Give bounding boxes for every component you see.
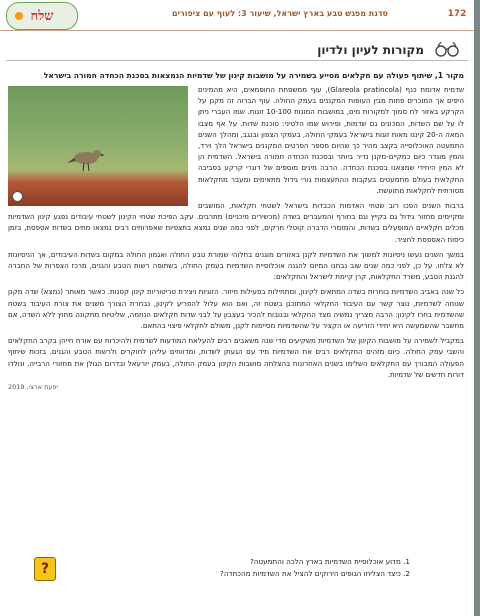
question-item: 1. מדוע אוכלוסיית השדמיות בארץ הלכה והתמעטה? [249,557,410,566]
paragraph: במקביל לשמירה על מושבות הקינון של השדמיות משקיעים מדי שנה משאבים רבים להעלאת המודעות לשדמית ולהיכרות עם אורח חייהן בקרב החקלאים והשבי עמק החולה. כיום מזהים החקלאים רבים את השדמיות מיד עם הגעתן לשדות, ומדווחים עליהן לחוקרים ולרשות הטבע והגנים. בזכות שיתוף הפעולה המבורך עם החקלאים השלימו בשנים האחרונות בהצלחה מושבות הקינון בעמק החולה, בעמק יזרעאל ובדרום הגולן את מחזורי הרבייה, ונולדו דורות חדשים של שדמיות. [8,336,464,379]
logo [6,2,78,30]
header-title: סדנת מפגש טבע בארץ ישראל, שיעור 3: לעוף עם ציפורים [171,9,388,18]
logo-text: שלח [30,9,54,24]
questions-list [70,556,410,580]
section-divider [6,60,468,61]
binoculars-icon [432,40,462,58]
camera-icon [12,191,23,202]
paragraph: במשך השנים נעשו ניסיונות למשוך את השדמיות לקנן באזורים מוגנים בחלוהי שמורת טבע החולה ואגמון החולה במקום בשדות העיבודים, אך הניסיונות לא צלחו. על כן, לפני כמה שנים שוב נבחנו המיזם להגנה אוכלוסיית השדמיות בעמק החולה, בשתופה רשות הטבע והגנים, מרכז הצפרות של החברה להגנת הטבע, משרד החקלאות, קרן קיימת לישראל והחקלאים: [8,249,464,282]
photo-credit: יפעת ארצי, 2019 [8,383,58,392]
section-title: מקורות לעיון ולדיון [317,43,424,57]
paragraph [8,84,464,196]
bird-icon [66,144,108,174]
page-header [0,0,474,31]
question-item: 2. כיצד הצליחו הגופים הירוקים להציל את השדמיות מהכחדה? [220,569,410,578]
question-mark-icon: ? [34,557,56,581]
paragraph: כל שנה באביב השדמיות בוחרות בשדה המתאים לקינון, ומתחילות בפעילות חיזור. הזוגיות ויצירת טריטוריות קינון קטנות. כאשר מאותר (נמצא) שדה מקנן שנוחה לשדמיות, נוצר קשר עם העיבוד החקלאי המתוכנן בשטח זה, ואם הוא עלול להפריע לקינון, נבחרת הצורך משנים את צורת העיבוד בשטח שהשדמית בחרו לקינון: הרבה מצריך נמשיה מצד החקלאי ובנובות להכיר בעצבון על לבני שדות חקלאים הנוזמה, שליטיות מתקונה מחוץ ללא השדה, אם מחשבר שהשמעשה היא יחידי הזריעה או הקציר על שהשדמיות מסיימות לקנן, משולם לחקלאי פיצוי בהתאם. [8,287,464,331]
logo-sun-icon [15,12,23,20]
paragraph-text: שדמית אדומת כנף (Glareola pratincola), עוף ממשפחת החופמאים, היא מהמינים היפים אך המוכרים פחות מבין העופות המקננים בעמק החולה. עוף הברוה זה מקנן על הקרקע באזור לח סמוך למקורות מים, במושבות המונות 10-100 זוגות. שמו העברי ניתן לו על שם השדות, המכונים גם שדמות, ופירוש שמו הלטיני: טוכנת שדות. על אף מצבו המאה ה-20 קיננו מאות זוגות בישראל בעמקי החולה, בעמקי הצפון ובנגב, ומהלך השנים התמעטה האוכלוסייה בקצב מהיר כך שהיום מספר הפרטים המקננים בישראל הלך וירד, והמין מוגדר כיום כמקיים-מקנן נדיר ביותר ובסכנת הכחדה חמורה בישראל. השדמית הן לא המין היחידי שמצאנו בסכנת הכחדה. הרבה מינים מוספים של דוגרי קרקע בסביבה החקלאית בעולם מתמעטים בעקבות ההתעצמות גורי גידול מתאימים ומעבר מחקלאות מסורתית לחקלאות מתועשת. [198,85,465,195]
source-content [8,70,464,393]
page-edge [474,0,480,616]
page-number: 172 [447,9,467,19]
paragraph: ברבות השנים הפכו רוב שטחי האדמות הכבדות בישראל לשטחי חקלאות, המושבים ומקיימים מחזור גידול גם בקייץ וגם בחורף והמעברים בשדה (מכשירים מיכניים) מתרבים. עקב הפיכת שטחי הקינון לשטחי עיבודים נפגע קינון השדמיות מכלים חקלאיים המופעלים בשדות, והמזמרי הדברה קוטלי חרקים, לפני כמה שנים נמצא בתצפיות שאפרוחים רבים נמצאו מתים בשדות אספסת, בזמן כיסוח האספסת לחציר. [8,201,464,244]
pratincola-photo [8,86,188,206]
source-title: מקור 1, שיתוף פעולה עם חקלאים מסייע בשמירה על מושבות קינון של שדמיות הנמצאות בסכנת הכחדה חמורה בישראל [43,71,464,80]
